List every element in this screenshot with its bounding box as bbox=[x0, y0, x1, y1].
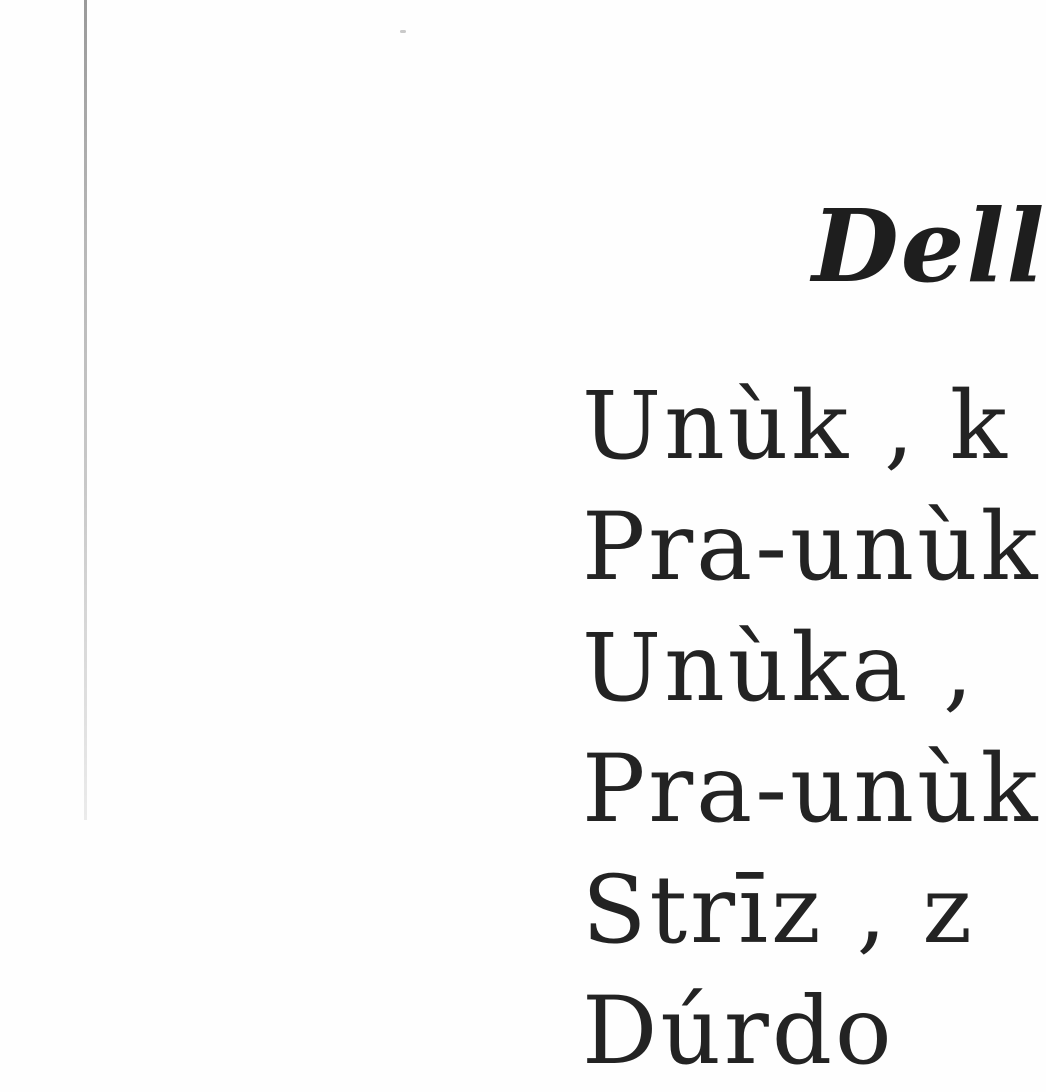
word-entry: Unùk , k bbox=[582, 372, 1010, 481]
ink-speck bbox=[400, 30, 406, 33]
word-entry: Dúrdo bbox=[582, 977, 895, 1086]
page-binding-edge bbox=[84, 0, 87, 820]
word-list bbox=[582, 366, 1041, 1092]
word-entry: Unùka , bbox=[582, 614, 977, 723]
word-entry: Pra-unùk bbox=[582, 735, 1041, 844]
word-entry: Strīz , z bbox=[582, 856, 975, 965]
section-heading: Dell bbox=[812, 187, 1046, 305]
word-entry: Pra-unùk bbox=[582, 493, 1041, 602]
